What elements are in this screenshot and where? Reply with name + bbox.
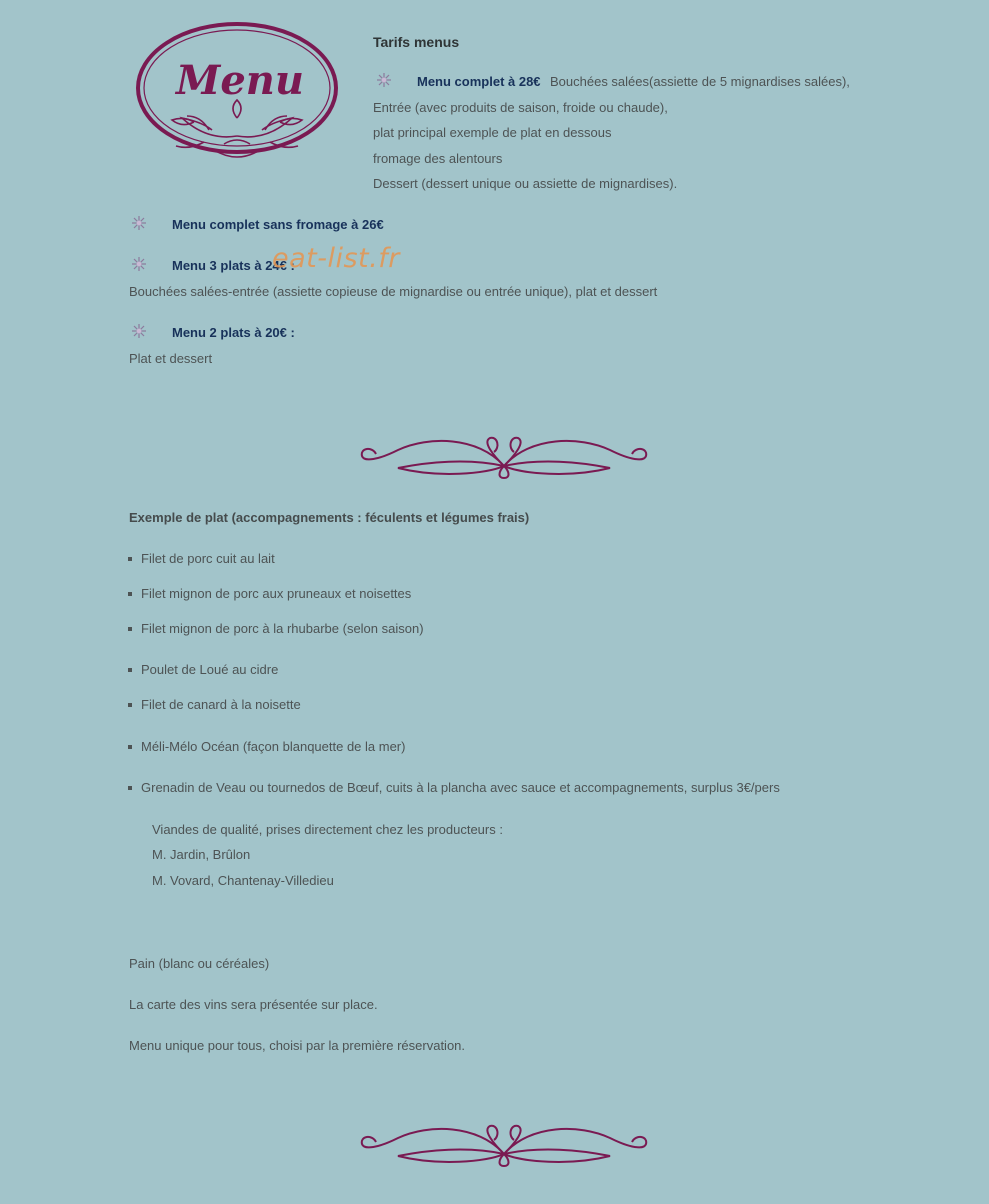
list-bullet <box>128 627 132 631</box>
flourish-divider <box>358 432 650 482</box>
logo-text: Menu <box>176 57 304 104</box>
menu-3-plats-desc: Bouchées salées-entrée (assiette copieuse de mignardise ou entrée unique), plat et dessert <box>129 284 658 299</box>
note-bread: Pain (blanc ou céréales) <box>129 956 270 971</box>
list-bullet <box>128 745 132 749</box>
producer-line: M. Jardin, Brûlon <box>152 847 251 862</box>
list-bullet <box>128 703 132 707</box>
watermark: eat-list.fr <box>272 243 400 274</box>
menu-complet-28-desc: Bouchées salées(assiette de 5 mignardises salées), <box>550 74 850 89</box>
flourish-divider <box>358 1120 650 1170</box>
menu-complet-28-name: Menu complet à 28€ <box>417 74 541 89</box>
pricing-title: Tarifs menus <box>373 34 460 50</box>
menu-complet-line: Dessert (dessert unique ou assiette de mignardises). <box>373 176 678 191</box>
producers-intro: Viandes de qualité, prises directement chez les producteurs : <box>152 822 503 837</box>
list-bullet <box>128 668 132 672</box>
note-unique-menu: Menu unique pour tous, choisi par la première réservation. <box>129 1038 466 1053</box>
menu-complet-line: Entrée (avec produits de saison, froide ou chaude), <box>373 100 668 115</box>
list-bullet <box>128 786 132 790</box>
menu-3-plats-name: Menu 3 plats à 24€ : <box>172 258 295 273</box>
dish-list-item: Filet mignon de porc à la rhubarbe (selon saison) <box>141 621 424 636</box>
menu-2-plats-desc: Plat et dessert <box>129 351 213 366</box>
menu-complet-line: plat principal exemple de plat en dessous <box>373 125 612 140</box>
dish-list-item: Méli-Mélo Océan (façon blanquette de la mer) <box>141 739 406 754</box>
note-wine: La carte des vins sera présentée sur place. <box>129 997 378 1012</box>
flower-icon <box>130 255 148 273</box>
menu-2-plats-name: Menu 2 plats à 20€ : <box>172 325 295 340</box>
list-bullet <box>128 557 132 561</box>
list-bullet <box>128 592 132 596</box>
dish-list-item: Filet de canard à la noisette <box>141 697 301 712</box>
flower-icon <box>130 214 148 232</box>
dish-list-item: Filet de porc cuit au lait <box>141 551 275 566</box>
dish-list-item: Grenadin de Veau ou tournedos de Bœuf, cuits à la plancha avec sauce et accompagnements, surplus 3€/pers <box>141 780 780 795</box>
menu-complet-line: fromage des alentours <box>373 151 503 166</box>
example-dishes-title: Exemple de plat (accompagnements : féculents et légumes frais) <box>129 510 530 525</box>
flower-icon <box>130 322 148 340</box>
menu-logo <box>134 18 340 168</box>
producer-line: M. Vovard, Chantenay-Villedieu <box>152 873 334 888</box>
dish-list-item: Poulet de Loué au cidre <box>141 662 279 677</box>
dish-list-item: Filet mignon de porc aux pruneaux et noisettes <box>141 586 412 601</box>
menu-sans-fromage-name: Menu complet sans fromage à 26€ <box>172 217 384 232</box>
flower-icon <box>375 71 393 89</box>
